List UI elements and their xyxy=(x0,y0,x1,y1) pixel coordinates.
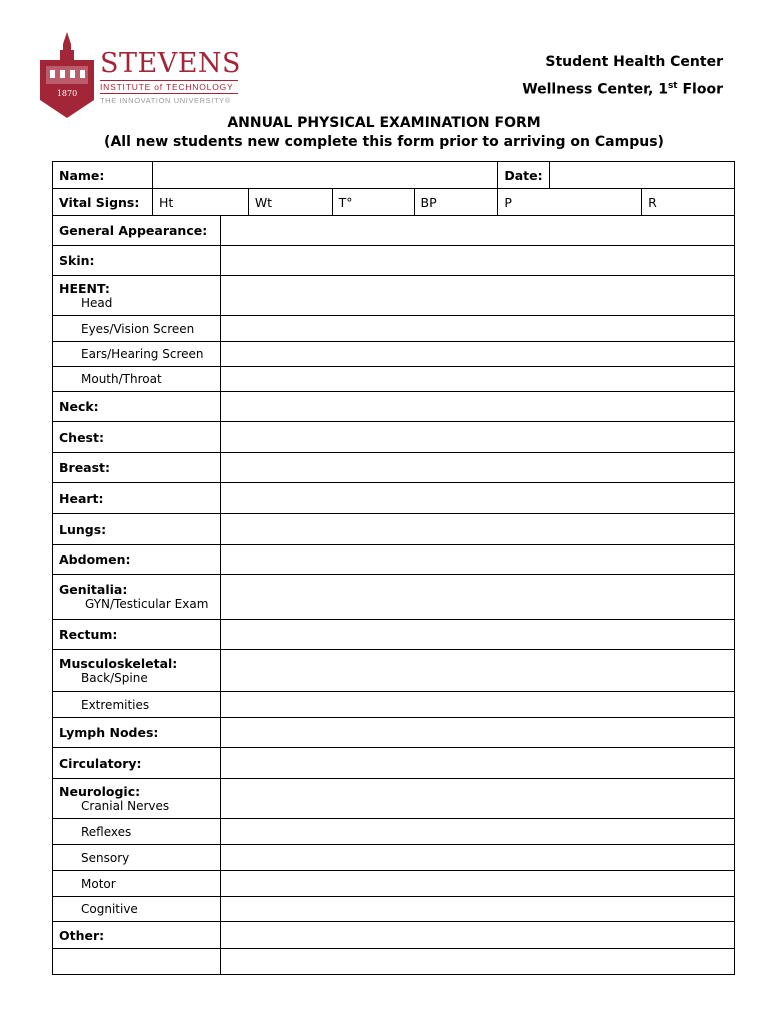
breast-row xyxy=(53,453,735,483)
eyes-row xyxy=(53,316,735,342)
skin-field[interactable] xyxy=(220,246,734,276)
header-line-2 xyxy=(522,74,723,102)
mouth-label: Mouth/Throat xyxy=(53,367,221,392)
general-field[interactable] xyxy=(220,216,734,246)
lymph-row xyxy=(53,718,735,748)
chest-field[interactable] xyxy=(220,422,734,453)
sensory-row xyxy=(53,845,735,871)
chest-label: Chest: xyxy=(53,422,221,453)
name-field[interactable] xyxy=(152,162,497,189)
mouth-field[interactable] xyxy=(220,367,734,392)
form-title xyxy=(0,114,768,152)
musculo-title: Musculoskeletal: xyxy=(59,655,178,671)
genitalia-label xyxy=(53,575,221,620)
ears-label: Ears/Hearing Screen xyxy=(53,342,221,367)
general-row xyxy=(53,216,735,246)
vital-bp-field[interactable]: BP xyxy=(414,189,498,216)
neuro-label xyxy=(53,779,221,819)
ears-field[interactable] xyxy=(220,342,734,367)
chest-row xyxy=(53,422,735,453)
vitals-row xyxy=(53,189,735,216)
logo-name: STEVENS xyxy=(100,48,242,79)
heent-head-label: Head xyxy=(81,295,113,310)
form-title-line-2: (All new students new complete this form prior to arriving on Campus) xyxy=(104,134,664,150)
genitalia-field[interactable] xyxy=(220,575,734,620)
motor-row xyxy=(53,871,735,897)
heent-title: HEENT: xyxy=(59,280,110,296)
vital-pulse-field[interactable]: P xyxy=(498,189,642,216)
other-row xyxy=(53,922,735,949)
name-row xyxy=(53,162,735,189)
name-label: Name: xyxy=(53,162,153,189)
reflexes-label: Reflexes xyxy=(53,819,221,845)
vital-resp-field[interactable]: R xyxy=(642,189,735,216)
general-label: General Appearance: xyxy=(53,216,221,246)
genitalia-sub-label: GYN/Testicular Exam xyxy=(85,597,209,611)
lungs-row xyxy=(53,514,735,545)
cranial-nerves-label: Cranial Nerves xyxy=(81,798,170,813)
extremities-field[interactable] xyxy=(220,692,734,718)
motor-field[interactable] xyxy=(220,871,734,897)
lymph-label: Lymph Nodes: xyxy=(53,718,221,748)
back-spine-field[interactable] xyxy=(220,650,734,692)
header-line-2-suffix: Floor xyxy=(677,81,723,98)
neuro-title: Neurologic: xyxy=(59,783,141,799)
stevens-wordmark xyxy=(100,50,241,105)
cognitive-field[interactable] xyxy=(220,897,734,922)
back-spine-label: Back/Spine xyxy=(81,670,148,685)
neck-row xyxy=(53,392,735,422)
cranial-nerves-field[interactable] xyxy=(220,779,734,819)
heent-label xyxy=(53,276,221,316)
seal-year: 1870 xyxy=(56,89,78,98)
blank-row xyxy=(53,949,735,975)
logo-tagline: THE INNOVATION UNIVERSITY® xyxy=(100,96,231,105)
genitalia-title: Genitalia: xyxy=(59,582,128,597)
neck-field[interactable] xyxy=(220,392,734,422)
vitals-label: Vital Signs: xyxy=(53,189,153,216)
breast-label: Breast: xyxy=(53,453,221,483)
mouth-row xyxy=(53,367,735,392)
heent-row xyxy=(53,276,735,316)
vital-ht-field[interactable]: Ht xyxy=(152,189,248,216)
eyes-label: Eyes/Vision Screen xyxy=(53,316,221,342)
vital-temp-field[interactable]: T° xyxy=(332,189,414,216)
heart-field[interactable] xyxy=(220,483,734,514)
heent-head-field[interactable] xyxy=(220,276,734,316)
heart-row xyxy=(53,483,735,514)
rectum-row xyxy=(53,620,735,650)
neck-label: Neck: xyxy=(53,392,221,422)
sensory-label: Sensory xyxy=(53,845,221,871)
lungs-field[interactable] xyxy=(220,514,734,545)
form-title-line-1: ANNUAL PHYSICAL EXAMINATION FORM xyxy=(227,115,541,131)
cognitive-label: Cognitive xyxy=(53,897,221,922)
musculo-label xyxy=(53,650,221,692)
exam-form-table xyxy=(52,161,735,975)
reflexes-field[interactable] xyxy=(220,819,734,845)
stevens-seal-icon xyxy=(38,30,96,120)
abdomen-field[interactable] xyxy=(220,545,734,575)
extremities-row xyxy=(53,692,735,718)
circulatory-field[interactable] xyxy=(220,748,734,779)
genitalia-row xyxy=(53,575,735,620)
extremities-label: Extremities xyxy=(53,692,221,718)
date-field[interactable] xyxy=(550,162,735,189)
circulatory-label: Circulatory: xyxy=(53,748,221,779)
skin-label: Skin: xyxy=(53,246,221,276)
sensory-field[interactable] xyxy=(220,845,734,871)
breast-field[interactable] xyxy=(220,453,734,483)
motor-label: Motor xyxy=(53,871,221,897)
skin-row xyxy=(53,246,735,276)
abdomen-label: Abdomen: xyxy=(53,545,221,575)
vital-wt-field[interactable]: Wt xyxy=(248,189,332,216)
header-line-2-sup: st xyxy=(667,81,678,91)
lymph-field[interactable] xyxy=(220,718,734,748)
neuro-row xyxy=(53,779,735,819)
heart-label: Heart: xyxy=(53,483,221,514)
reflexes-row xyxy=(53,819,735,845)
rectum-field[interactable] xyxy=(220,620,734,650)
header-line-2-prefix: Wellness Center, 1 xyxy=(522,81,668,98)
circulatory-row xyxy=(53,748,735,779)
health-center-header xyxy=(522,50,723,102)
blank-label-cell[interactable] xyxy=(53,949,221,975)
other-label: Other: xyxy=(53,922,221,949)
musculo-row xyxy=(53,650,735,692)
eyes-field[interactable] xyxy=(220,316,734,342)
stevens-logo xyxy=(38,30,242,120)
abdomen-row xyxy=(53,545,735,575)
ears-row xyxy=(53,342,735,367)
lungs-label: Lungs: xyxy=(53,514,221,545)
blank-field[interactable] xyxy=(220,949,734,975)
other-field[interactable] xyxy=(220,922,734,949)
header-line-1: Student Health Center xyxy=(545,54,723,70)
rectum-label: Rectum: xyxy=(53,620,221,650)
date-label: Date: xyxy=(498,162,550,189)
cognitive-row xyxy=(53,897,735,922)
logo-subtitle: INSTITUTE of TECHNOLOGY xyxy=(100,80,238,94)
